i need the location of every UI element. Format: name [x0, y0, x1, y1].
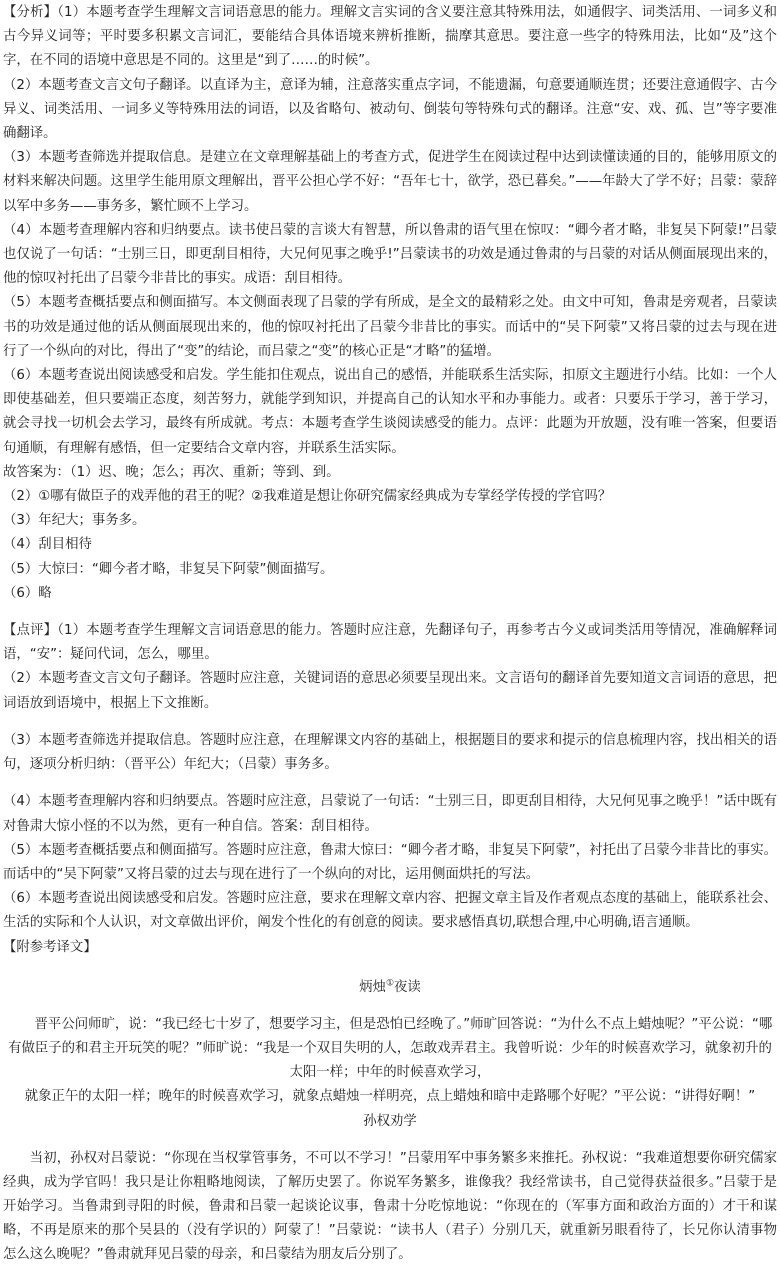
analysis-p5: （5）本题考查概括要点和侧面描写。本文侧面表现了吕蒙的学有所成，是全文的最精彩之处。由文中可知，鲁肃是旁观者，吕蒙读书的功效是通过他的话从侧面展现出来的，他的惊叹衬托出了吕蒙今非昔比的事实。而话中的“吴下阿蒙”又将吕蒙的过去与现在进行了一个纵向的对比，得出了“变”的结论，而吕蒙之“变”的核心正是“才略”的猛增。	[3, 295, 777, 359]
comment-2: （2）本题考查文言文句子翻译。答题时应注意，关键词语的意思必须要呈现出来。文言语句的翻译首先要知道文言词语的意思，把词语放到语境中，根据上下文推断。	[3, 671, 777, 711]
answer-6: （6）略	[3, 585, 52, 601]
comment-4: （4）本题考查理解内容和归纳要点。答题时应注意，吕蒙说了一句话：“士别三日，即更刮目相待，大兄何见事之晚乎！”话中既有对鲁肃大惊小怪的不以为然，更有一种自信。答案：刮目相待。	[3, 794, 777, 834]
analysis-p2: （2）本题考查文言文句子翻译。以直译为主，意译为辅，注意落实重点字词，不能遗漏，句意要通顺连贯；还要注意通假字、古今异义、词类活用、一词多义等特殊用法的词语，以及省略句、被动句、倒装句等特殊句式的翻译。注意“安、戏、孤、岂”等字要准确翻译。	[3, 77, 777, 142]
analysis-p4: （4）本题考查理解内容和归纳要点。读书使吕蒙的言谈大有智慧，所以鲁肃的语气里在惊叹：“卿今者才略，非复吴下阿蒙!”吕蒙也仅说了一句话：“士别三日，即更刮目相待，大兄何见事之晚乎!”吕蒙读书的功效是通过鲁肃的与吕蒙的对话从侧面展现出来的，他的惊叹衬托出了吕蒙今非昔比的事实。成语：刮目相待。	[3, 222, 777, 287]
analysis-header: 【分析】	[3, 5, 58, 20]
comment-3: （3）本题考查筛选并提取信息。答题时应注意，在理解课文内容的基础上，根据题目的要求和提示的信息梳理内容，找出相关的语句，逐项分析归纳：（晋平公）年纪大；（吕蒙）事务多。	[3, 732, 777, 773]
answer-3: （3）年纪大；事务多。	[3, 513, 146, 529]
answer-2: （2）①哪有做臣子的戏弄他的君王的呢？②我难道是想让你研究儒家经典成为专掌经学传授的学官吗？	[3, 489, 612, 505]
comment-6: （6）本题考查说出阅读感受和启发。答题时应注意，要求在理解文章内容、把握文章主旨及作者观点态度的基础上，能联系社会、生活的实际和个人认识，对文章做出评价，阐发个性化的有创意的阅读。要求感悟真切,联想合理,中心明确,语言通顺。	[3, 891, 777, 931]
translation-header: 【附参考译文】	[3, 939, 97, 955]
footnote-mark: ①	[385, 978, 395, 989]
translation-title-2: 孙权劝学	[363, 1113, 417, 1129]
comment-5: （5）本题考查概括要点和侧面描写。答题时应注意，鲁肃大惊曰：“卿今者才略，非复吴下阿蒙”，衬托出了吕蒙今非昔比的事实。而话中的“吴下阿蒙”又将吕蒙的过去与现在进行了一个纵向的对比，运用侧面烘托的写法。	[3, 842, 777, 882]
answer-1: 故答案为：（1）迟、晚；怎么；再次、重新；等到、到。	[3, 464, 340, 480]
analysis-p1: 【分析】（1）本题考查学生理解文言词语意思的能力。理解文言实词的含义要注意其特殊用法，如通假字、词类活用、一词多义和古今异义词等；平时要多积累文言词汇，要能结合具体语境来辨析推断，揣摩其意思。要注意一些字的特殊用法，比如“及”这个字，在不同的语境中意思是不同的。这里是“到了……的时候”。	[3, 5, 777, 69]
translation-para-1b: 就象正午的太阳一样；晚年的时候喜欢学习，就象点蜡烛一样明亮，点上蜡烛和暗中走路哪个好呢？”平公说：“讲得好啊！”	[24, 1089, 756, 1105]
analysis-p3: （3）本题考查筛选并提取信息。是建立在文章理解基础上的考查方式，促进学生在阅读过程中达到读懂读通的目的，能够用原文的材料来解决问题。这里学生能用原文理解出，晋平公担心学不好：“吾年七十，欲学，恐已暮矣。”——年龄大了学不好；吕蒙：蒙辞以军中多务——事务多，繁忙顾不上学习。	[3, 150, 777, 214]
analysis-p6: （6）本题考查说出阅读感受和启发。学生能扣住观点，说出自己的感悟，并能联系生活实际，扣原文主题进行小结。比如：一个人即使基础差，但只要端正态度，刻苦努力，就能学到知识，并提高自己的认知水平和办事能力。或者：只要乐于学习，善于学习，就会寻找一切机会去学习，最终有所成就。考点：本题考查学生谈阅读感受的能力。点评：此题为开放题，没有唯一答案，但要语句通顺，有理解有感悟，但一定要结合文章内容，并联系生活实际。	[3, 368, 777, 456]
translation-title-1: 炳烛①夜读	[359, 978, 421, 995]
comment-1: 【点评】（1）本题考查学生理解文言词语意思的能力。答题时应注意，先翻译句子，再参考古今义或词类活用等情况，准确解释词语，“安”：疑问代词，怎么，哪里。	[3, 623, 777, 663]
translation-para-1: 晋平公问师旷，说：“我已经七十岁了，想要学习主，但是恐怕已经晚了。”师旷回答说：“为什么不点上蜡烛呢？”平公说：“哪有做臣子的和君主开玩笑的呢？”师旷说：“我是一个双目失明的人，怎敢戏弄君主。我曾听说：少年的时候喜欢学习，就象初升的太阳一样；中年的时候喜欢学习，	[8, 1016, 773, 1081]
answer-4: （4）刮目相待	[3, 537, 92, 553]
translation-para-2: 当初，孙权对吕蒙说：“你现在当权掌管事务，不可以不学习！”吕蒙用军中事务繁多来推托。孙权说：“我难道想要你研究儒家经典，成为学官吗！我只是让你粗略地阅读，了解历史罢了。你说军务繁多，谁像我？我经常读书，自己觉得获益很多。”吕蒙于是开始学习。当鲁肃到寻阳的时候，鲁肃和吕蒙一起谈论议事，鲁肃十分吃惊地说：“你现在的（军事方面和政治方面的）才干和谋略，不再是原来的那个吴县的（没有学识的）阿蒙了！”吕蒙说：“读书人（君子）分别几天，就重新另眼看待了，长兄你认清事物怎么这么晚呢？”鲁肃就拜见吕蒙的母亲，和吕蒙结为朋友后分别了。	[3, 1150, 777, 1263]
answer-5: （5）大惊曰：“卿今者才略，非复吴下阿蒙”侧面描写。	[3, 561, 334, 577]
